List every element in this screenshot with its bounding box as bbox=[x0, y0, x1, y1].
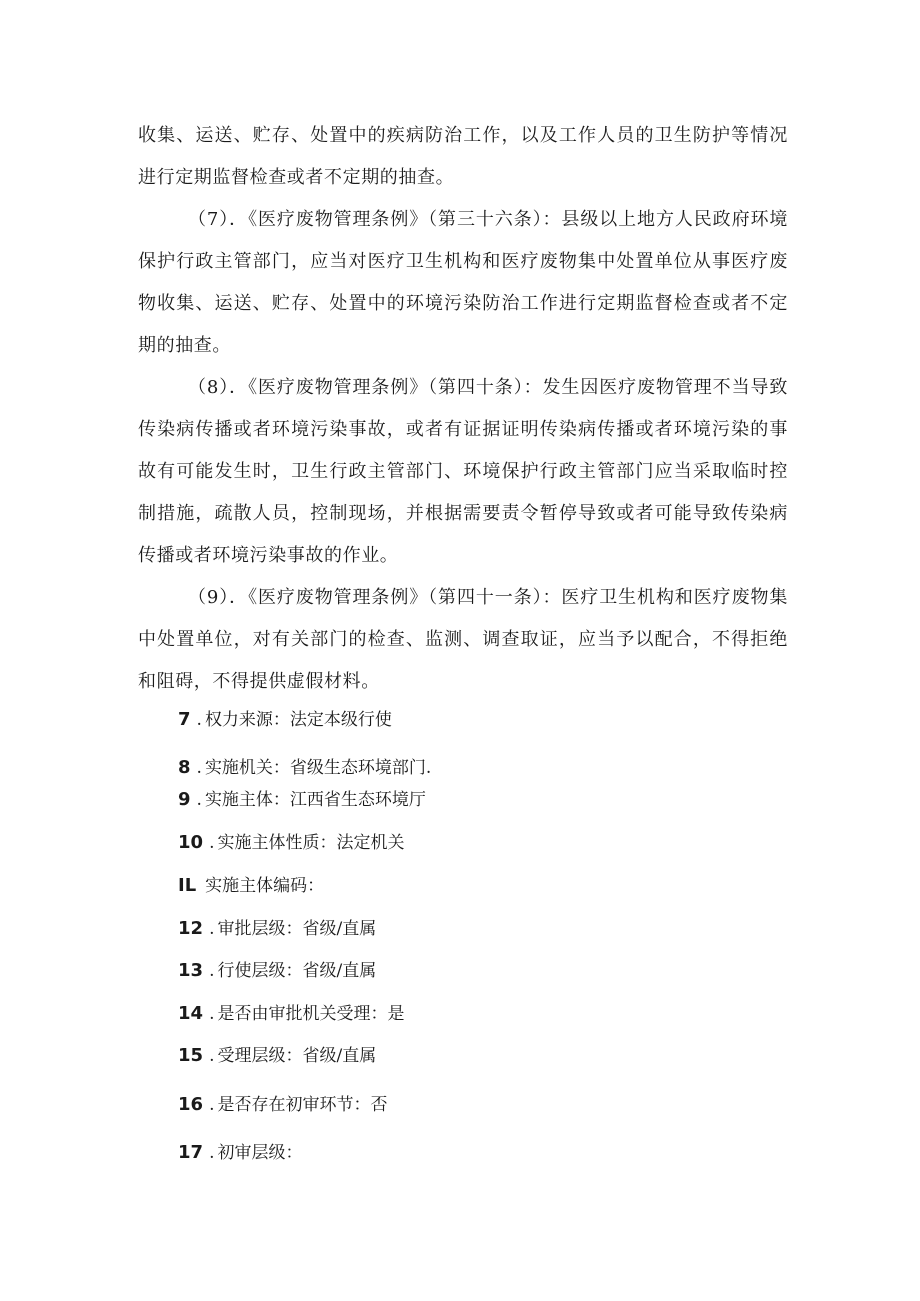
list-item-text: 实施主体：江西省生态环境厅 bbox=[204, 790, 426, 810]
list-item-text: 是否存在初审环节：否 bbox=[217, 1095, 388, 1115]
list-item-number: 13 bbox=[178, 960, 204, 981]
list-item-text: 实施主体编码： bbox=[205, 876, 325, 896]
list-item-approval-level bbox=[178, 917, 376, 941]
list-item-number: 7 bbox=[178, 709, 191, 730]
paragraph-item-8: （8）．《医疗废物管理条例》（第四十条）：发生因医疗废物管理不当导致传染病传播或者环境污染事故，或者有证据证明传染病传播或者环境污染的事故有可能发生时，卫生行政主管部门、环境保护行政主管部门应当采取临时控制措施，疏散人员，控制现场，并根据需要责令暂停导致或者可能导致传染病传播或者环境污染事故的作业。 bbox=[138, 377, 788, 566]
list-item-separator: . bbox=[196, 790, 202, 810]
list-item-number: 12 bbox=[178, 918, 204, 939]
list-item-separator: . bbox=[196, 758, 202, 778]
list-item-acceptance-level bbox=[178, 1044, 376, 1068]
list-item-text: 审批层级：省级/直属 bbox=[217, 919, 377, 939]
list-item-separator: . bbox=[196, 710, 202, 730]
list-item-implementing-subject bbox=[178, 788, 426, 812]
list-item-separator: . bbox=[209, 1046, 215, 1066]
list-item-separator: . bbox=[209, 961, 215, 981]
list-item-text: 行使层级：省级/直属 bbox=[217, 961, 377, 981]
list-item-subject-code bbox=[178, 874, 324, 898]
list-item-text: 权力来源：法定本级行使 bbox=[204, 710, 392, 730]
list-item-separator: . bbox=[209, 833, 215, 853]
list-item-text: 初审层级： bbox=[217, 1143, 303, 1163]
list-item-number: 10 bbox=[178, 832, 204, 853]
list-item-text: 受理层级：省级/直属 bbox=[217, 1046, 377, 1066]
list-item-preliminary-review bbox=[178, 1093, 387, 1117]
list-item-text: 实施主体性质：法定机关 bbox=[217, 833, 405, 853]
paragraph-item-9: （9）．《医疗废物管理条例》（第四十一条）：医疗卫生机构和医疗废物集中处置单位，对有关部门的检查、监测、调查取证，应当予以配合，不得拒绝和阻碍，不得提供虚假材料。 bbox=[138, 587, 788, 692]
list-item-separator: . bbox=[209, 1143, 215, 1163]
list-item-text: 实施机关：省级生态环境部门. bbox=[204, 758, 432, 778]
paragraph-item-7: （7）．《医疗废物管理条例》（第三十六条）：县级以上地方人民政府环境保护行政主管部门，应当对医疗卫生机构和医疗废物集中处置单位从事医疗废物收集、运送、贮存、处置中的环境污染防治工作进行定期监督检查或者不定期的抽查。 bbox=[138, 209, 788, 356]
list-item-number: 14 bbox=[178, 1003, 204, 1024]
list-item-number: 16 bbox=[178, 1094, 204, 1115]
list-item-accepted-by-approver bbox=[178, 1002, 404, 1026]
list-item-separator: . bbox=[209, 919, 215, 939]
list-item-number: 15 bbox=[178, 1045, 204, 1066]
list-item-text: 是否由审批机关受理：是 bbox=[217, 1004, 405, 1024]
list-item-number: IL bbox=[178, 875, 197, 896]
paragraph-continuation: 收集、运送、贮存、处置中的疾病防治工作，以及工作人员的卫生防护等情况进行定期监督检查或者不定期的抽查。 bbox=[138, 125, 788, 188]
list-item-number: 9 bbox=[178, 789, 191, 810]
list-item-preliminary-review-level bbox=[178, 1141, 302, 1165]
list-item-number: 8 bbox=[178, 757, 191, 778]
list-item-subject-nature bbox=[178, 831, 404, 855]
list-item-exercise-level bbox=[178, 959, 376, 983]
list-item-separator: . bbox=[209, 1095, 215, 1115]
list-item-separator: . bbox=[209, 1004, 215, 1024]
list-item-authority-source bbox=[178, 708, 392, 732]
list-item-number: 17 bbox=[178, 1142, 204, 1163]
list-item-implementing-agency bbox=[178, 756, 431, 780]
